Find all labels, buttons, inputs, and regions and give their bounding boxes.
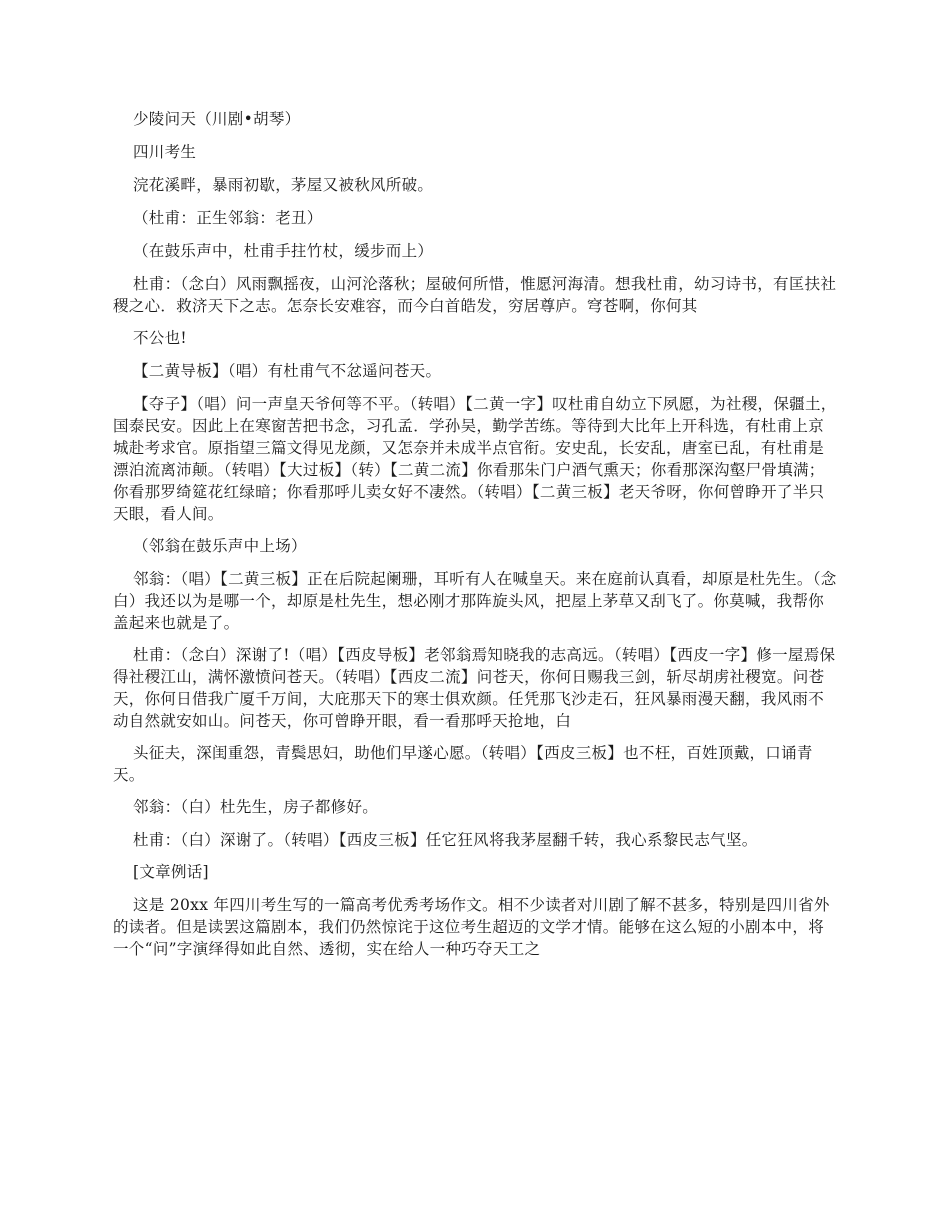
document-body — [113, 108, 839, 970]
paragraph: （邻翁在鼓乐声中上场） — [133, 537, 307, 555]
document-author: 四川考生 — [133, 143, 197, 161]
paragraph: 头征夫，深闺重怨，青鬓思妇，助他们早遂心愿。（转唱）【西皮三板】也不枉，百姓顶戴，口诵青天。 — [113, 744, 813, 784]
paragraph: 不公也! — [133, 329, 187, 347]
paragraph: 【二黄导板】（唱）有杜甫气不忿遥问苍天。 — [133, 362, 442, 380]
paragraph: 浣花溪畔，暴雨初歇，茅屋又被秋风所破。 — [133, 176, 434, 194]
paragraph: 邻翁：（唱）【二黄三板】正在后院起阑珊，耳听有人在喊皇天。来在庭前认真看，却原是杜先生。（念白）我还以为是哪一个，却原是杜先生，想必刚才那阵旋头风，把屋上茅草又刮飞了。你莫喊，我帮你盖起来也就是了。 — [113, 570, 837, 632]
paragraph: 【夺子】（唱）问一声皇天爷何等不平。（转唱）【二黄一字】叹杜甫自幼立下夙愿，为社稷，保疆土，国泰民安。因此上在寒窗苦把书念，习孔孟．学孙吴，勤学苦练。等待到大比年上开科选，有杜甫上京城赴考求官。原指望三篇文得见龙颜，又怎奈并未成半点官衔。安史乱，长安乱，唐室已乱，有杜甫是漂泊流离沛颠。（转唱）【大过板】（转）【二黄二流】你看那朱门户酒气熏天；你看那深沟壑尸骨填满；你看那罗绮筵花红绿暗；你看那呼儿卖女好不凄然。（转唱）【二黄三板】老天爷呀，你何曾睁开了半只天眼，看人间。 — [113, 395, 837, 523]
paragraph: 这是 20xx 年四川考生写的一篇高考优秀考场作文。相不少读者对川剧了解不甚多，特别是四川省外的读者。但是读罢这篇剧本，我们仍然惊诧于这位考生超迈的文学才情。能够在这么短的小剧本中，将一个“问”字演绎得如此自然、透彻，实在给人一种巧夺天工之 — [113, 896, 830, 958]
paragraph: 杜甫：（念白）深谢了!（唱）【西皮导板】老邻翁焉知晓我的志高远。（转唱）【西皮一字】修一屋焉保得社稷江山，满怀激愤问苍天。（转唱）【西皮二流】问苍天，你何日赐我三剑，斩尽胡虏社稷宽。问苍天，你何日借我广厦千万间，大庇那天下的寒士俱欢颜。任凭那飞沙走石，狂风暴雨漫天翻，我风雨不动自然就安如山。问苍天，你可曾睁开眼，看一看那呼天抢地，白 — [113, 646, 836, 730]
paragraph: 邻翁：（白）杜先生，房子都修好。 — [133, 798, 379, 816]
section-heading: [文章例话] — [133, 863, 209, 881]
paragraph: （杜甫：正生邻翁：老丑） — [133, 209, 323, 227]
paragraph: （在鼓乐声中，杜甫手拄竹杖，缓步而上） — [133, 242, 434, 260]
document-title: 少陵问天（川剧•胡琴） — [133, 110, 301, 128]
paragraph: 杜甫：（念白）风雨飘摇夜，山河沦落秋；屋破何所惜，惟愿河海清。想我杜甫，幼习诗书，有匡扶社稷之心．救济天下之志。怎奈长安难容，而今白首皓发，穷居尊庐。穹苍啊，你何其 — [113, 275, 837, 315]
paragraph: 杜甫：（白）深谢了。（转唱）【西皮三板】任它狂风将我茅屋翻千转，我心系黎民志气坚。 — [133, 831, 758, 849]
